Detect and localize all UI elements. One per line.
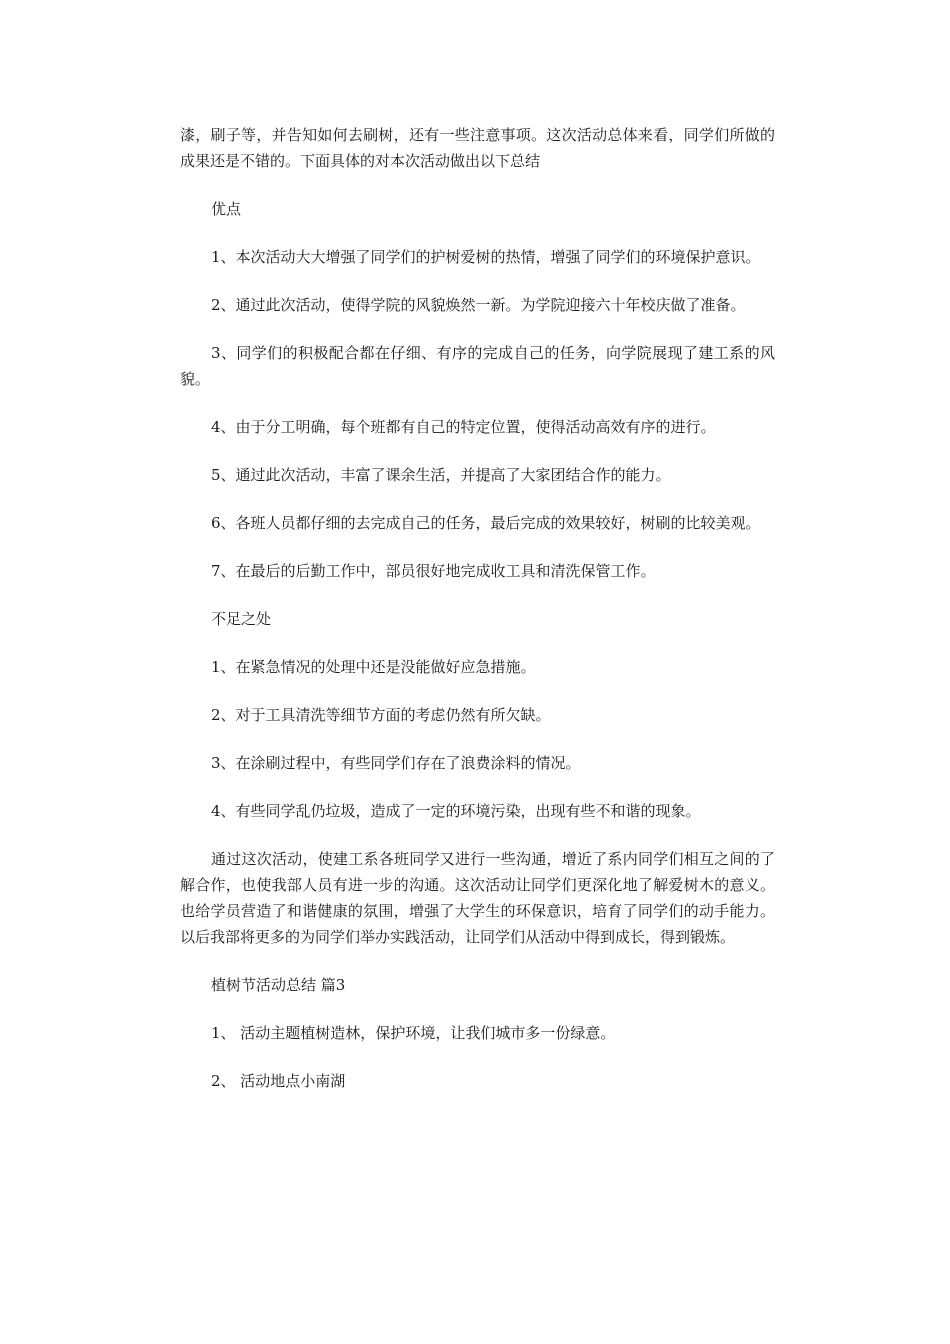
document-page — [180, 122, 775, 1094]
merit-item-4: 4、由于分工明确，每个班都有自己的特定位置，使得活动高效有序的进行。 — [211, 418, 716, 436]
shortcoming-item-1: 1、在紧急情况的处理中还是没能做好应急措施。 — [211, 658, 536, 676]
conclusion-paragraph: 通过这次活动，使建工系各班同学又进行一些沟通，增近了系内同学们相互之间的了解合作，也使我部人员有进一步的沟通。这次活动让同学们更深化地了解爱树木的意义。也给学员营造了和谐健康的氛围，增强了大学生的环保意识，培育了同学们的动手能力。以后我部将更多的为同学们举办实践活动，让同学们从活动中得到成长，得到锻炼。 — [180, 850, 775, 946]
part3-heading: 植树节活动总结 篇3 — [211, 976, 346, 994]
intro-paragraph: 漆，刷子等，并告知如何去刷树，还有一些注意事项。这次活动总体来看，同学们所做的成果还是不错的。下面具体的对本次活动做出以下总结 — [180, 126, 775, 170]
part3-item-1: 1、 活动主题植树造林，保护环境，让我们城市多一份绿意。 — [211, 1024, 616, 1042]
shortcoming-item-2: 2、对于工具清洗等细节方面的考虑仍然有所欠缺。 — [211, 706, 551, 724]
shortcoming-item-3: 3、在涂刷过程中，有些同学们存在了浪费涂料的情况。 — [211, 754, 581, 772]
shortcoming-item-4: 4、有些同学乱仍垃圾，造成了一定的环境污染，出现有些不和谐的现象。 — [211, 802, 701, 820]
shortcomings-heading: 不足之处 — [211, 610, 272, 628]
merit-item-5: 5、通过此次活动，丰富了课余生活，并提高了大家团结合作的能力。 — [211, 466, 671, 484]
merit-item-1: 1、本次活动大大增强了同学们的护树爱树的热情，增强了同学们的环境保护意识。 — [211, 248, 761, 266]
part3-item-2: 2、 活动地点小南湖 — [211, 1072, 346, 1090]
merit-item-6: 6、各班人员都仔细的去完成自己的任务，最后完成的效果较好，树刷的比较美观。 — [211, 514, 761, 532]
merits-heading: 优点 — [211, 200, 242, 218]
merit-item-3: 3、同学们的积极配合都在仔细、有序的完成自己的任务，向学院展现了建工系的风貌。 — [180, 344, 775, 388]
merit-item-7: 7、在最后的后勤工作中，部员很好地完成收工具和清洗保管工作。 — [211, 562, 656, 580]
merit-item-2: 2、通过此次活动，使得学院的风貌焕然一新。为学院迎接六十年校庆做了准备。 — [211, 296, 746, 314]
